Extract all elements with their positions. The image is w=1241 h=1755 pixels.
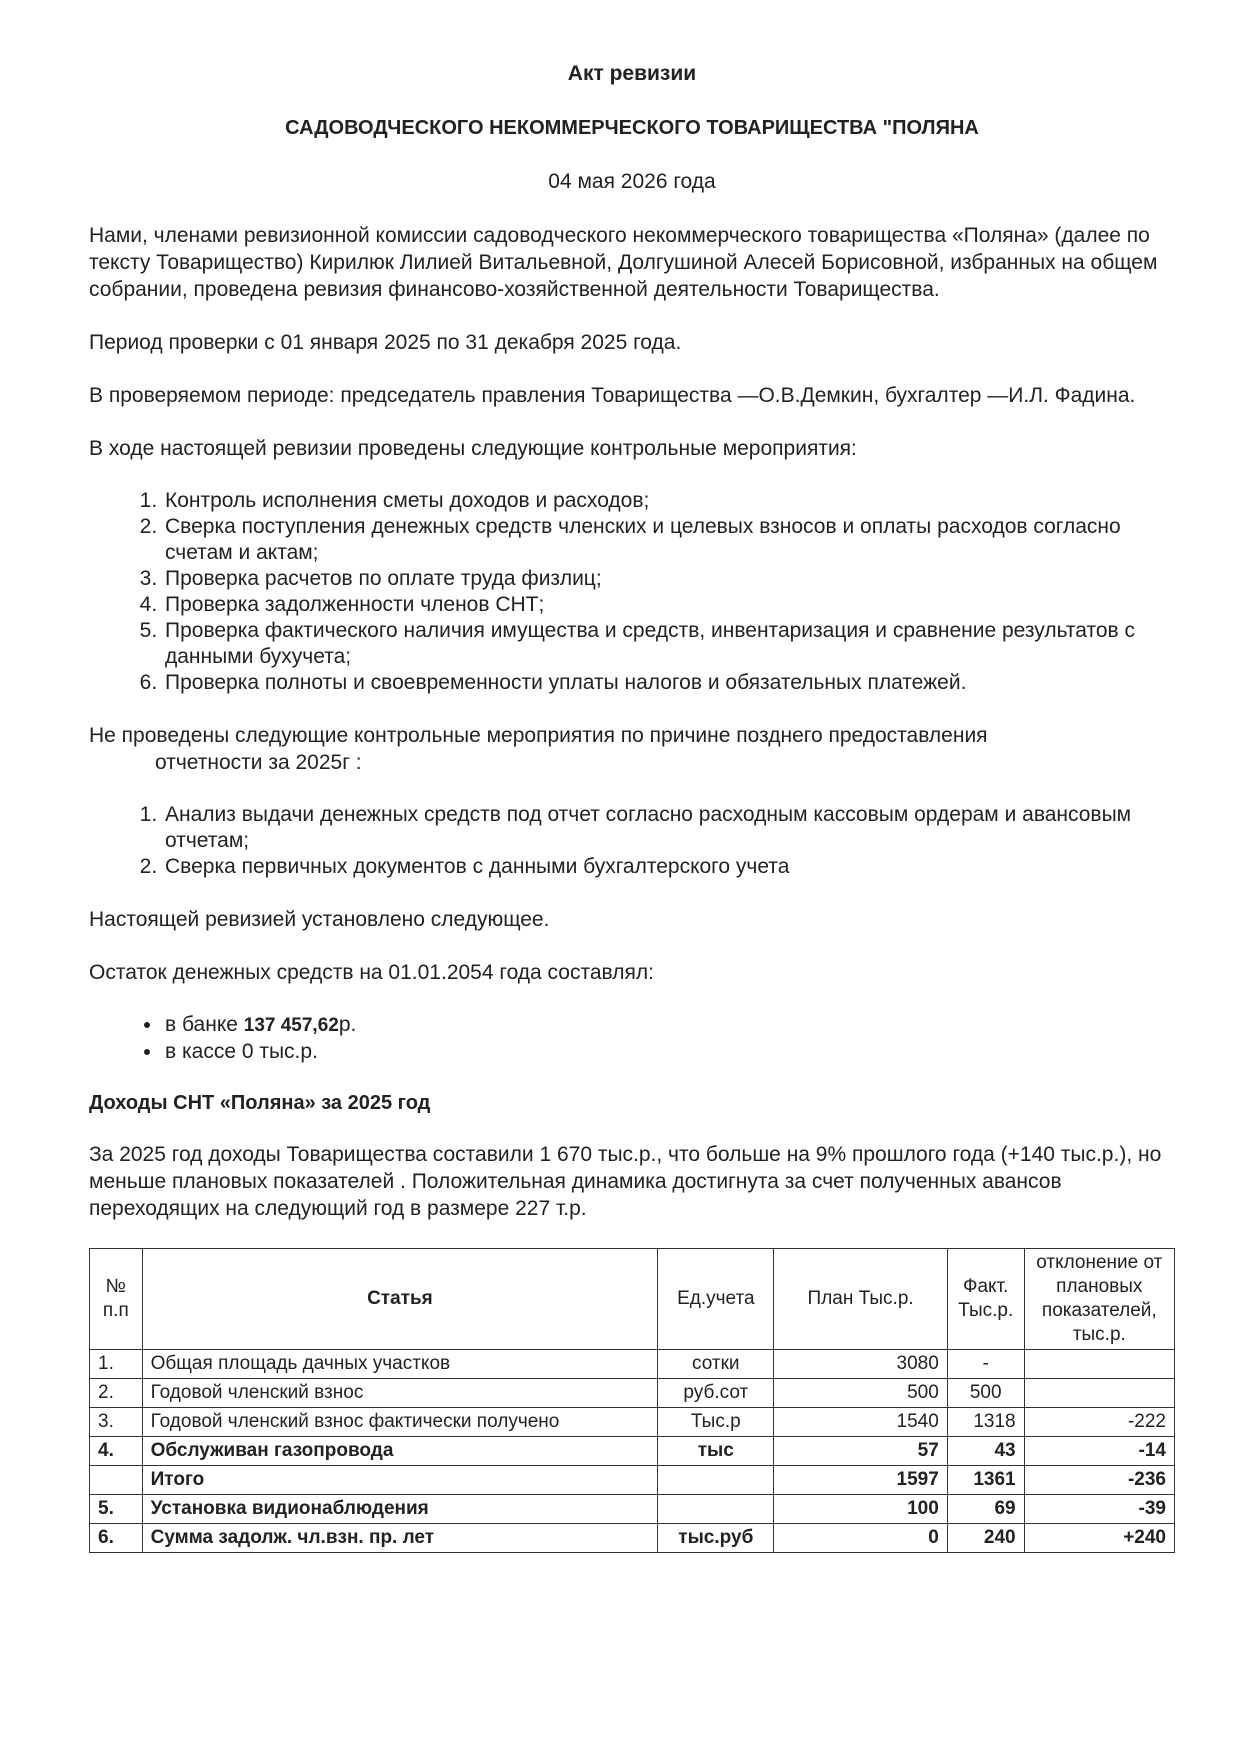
cell-plan: 1540 [774, 1408, 947, 1437]
cell-fact: - [947, 1350, 1024, 1379]
list-item: 2. Сверка поступления денежных средств членских и целевых взносов и оплаты расходов согласно счетам и актам; [163, 514, 1175, 566]
list-item: 5. Проверка фактического наличия имущества и средств, инвентаризация и сравнение результатов с данными бухучета; [163, 618, 1175, 670]
cell-item: Обслуживан газопровода [142, 1437, 658, 1466]
cell-fact: 500 [947, 1379, 1024, 1408]
table-row [90, 1437, 1175, 1466]
cell-plan: 0 [774, 1524, 947, 1553]
cell-deviation: -236 [1024, 1466, 1174, 1495]
cell-num: 1. [90, 1350, 143, 1379]
table-row-total [90, 1466, 1175, 1495]
cell-item: Сумма задолж. чл.взн. пр. лет [142, 1524, 658, 1553]
header-fact: Факт. Тыс.р. [947, 1249, 1024, 1350]
cell-unit: руб.сот [658, 1379, 774, 1408]
document-date: 04 мая 2026 года [548, 170, 716, 193]
cell-unit [658, 1466, 774, 1495]
cell-unit [658, 1495, 774, 1524]
balance-cash-item: • в кассе 0 тыс.р. [163, 1039, 1175, 1065]
table-row [90, 1350, 1175, 1379]
cell-unit: тыс [658, 1437, 774, 1466]
controls-intro: В ходе настоящей ревизии проведены следующие контрольные мероприятия: [89, 437, 857, 460]
document-subtitle: САДОВОДЧЕСКОГО НЕКОММЕРЧЕСКОГО ТОВАРИЩЕСТВА "ПОЛЯНА [285, 117, 979, 139]
cell-deviation: +240 [1024, 1524, 1174, 1553]
cell-plan: 1597 [774, 1466, 947, 1495]
list-item: 4. Проверка задолженности членов СНТ; [163, 592, 1175, 618]
header-item: Статья [142, 1249, 658, 1350]
header-plan: План Тыс.р. [774, 1249, 947, 1350]
header-unit: Ед.учета [658, 1249, 774, 1350]
list-item: 1. Анализ выдачи денежных средств под отчет согласно расходным кассовым ордерам и авансовым отчетам; [163, 802, 1175, 854]
officials-paragraph: В проверяемом периоде: председатель правления Товарищества —О.В.Демкин, бухгалтер —И.Л. Фадина. [89, 384, 1136, 407]
table-header-row [90, 1249, 1175, 1350]
cell-fact: 1318 [947, 1408, 1024, 1437]
income-paragraph: За 2025 год доходы Товарищества составили 1 670 тыс.р., что больше на 9% прошлого года (+140 тыс.р.), но меньше плановых показателей . Положительная динамика достигнута за счет полученных авансов переходящих на следующий год в размере 227 т.р. [89, 1143, 1162, 1220]
table-row [90, 1524, 1175, 1553]
balance-intro: Остаток денежных средств на 01.01.2054 года составлял: [89, 961, 654, 984]
balance-list [89, 1012, 1175, 1065]
cell-fact: 1361 [947, 1466, 1024, 1495]
cell-num: 2. [90, 1379, 143, 1408]
cell-num: 4. [90, 1437, 143, 1466]
cell-item: Установка видионаблюдения [142, 1495, 658, 1524]
not-done-line-2: отчетности за 2025г : [155, 751, 362, 774]
list-item: 3. Проверка расчетов по оплате труда физлиц; [163, 566, 1175, 592]
balance-bank-suffix: р. [338, 1013, 357, 1036]
cell-num [90, 1466, 143, 1495]
table-row [90, 1379, 1175, 1408]
cell-fact: 69 [947, 1495, 1024, 1524]
cell-item: Годовой членский взнос [142, 1379, 658, 1408]
cell-fact: 240 [947, 1524, 1024, 1553]
document-title: Акт ревизии [567, 62, 697, 85]
cell-num: 3. [90, 1408, 143, 1437]
cell-num: 6. [90, 1524, 143, 1553]
cell-unit: Тыс.р [658, 1408, 774, 1437]
header-deviation: отклонение от плановых показателей, тыс.р. [1024, 1249, 1174, 1350]
cell-item: Итого [142, 1466, 658, 1495]
cell-fact: 43 [947, 1437, 1024, 1466]
not-done-line-1: Не проведены следующие контрольные мероприятия по причине позднего предоставления [89, 724, 988, 747]
cell-deviation: -14 [1024, 1437, 1174, 1466]
balance-bank-prefix: в банке [165, 1013, 244, 1036]
cell-plan: 500 [774, 1379, 947, 1408]
cell-deviation [1024, 1379, 1174, 1408]
list-item: 2. Сверка первичных документов с данными бухгалтерского учета [163, 854, 1175, 880]
cell-deviation: -39 [1024, 1495, 1174, 1524]
list-item: 1. Контроль исполнения сметы доходов и расходов; [163, 488, 1175, 514]
header-num: № п.п [90, 1249, 143, 1350]
controls-list [89, 488, 1175, 696]
cell-item: Общая площадь дачных участков [142, 1350, 658, 1379]
table-row [90, 1495, 1175, 1524]
cell-deviation: -222 [1024, 1408, 1174, 1437]
table-row [90, 1408, 1175, 1437]
period-paragraph: Период проверки с 01 января 2025 по 31 декабря 2025 года. [89, 331, 682, 354]
intro-paragraph: Нами, членами ревизионной комиссии садоводческого некоммерческого товарищества «Поляна» (далее по тексту Товарищество) Кирилюк Лилией Витальевной, Долгушиной Алесей Борисовной, избранных на общем собрании, проведена ревизия финансово-хозяйственной деятельности Товарищества. [89, 224, 1158, 301]
not-done-intro [89, 722, 1175, 776]
cell-plan: 100 [774, 1495, 947, 1524]
income-table [89, 1248, 1175, 1553]
cell-num: 5. [90, 1495, 143, 1524]
list-item: 6. Проверка полноты и своевременности уплаты налогов и обязательных платежей. [163, 670, 1175, 696]
cell-plan: 57 [774, 1437, 947, 1466]
cell-unit: сотки [658, 1350, 774, 1379]
cell-unit: тыс.руб [658, 1524, 774, 1553]
balance-bank-amount: 137 457,62 [243, 1015, 339, 1036]
cell-item: Годовой членский взнос фактически получено [142, 1408, 658, 1437]
cell-deviation [1024, 1350, 1174, 1379]
income-heading: Доходы СНТ «Поляна» за 2025 год [89, 1092, 431, 1114]
established-paragraph: Настоящей ревизией установлено следующее. [89, 908, 550, 931]
balance-bank-item [163, 1012, 1175, 1039]
cell-plan: 3080 [774, 1350, 947, 1379]
not-done-list [89, 802, 1175, 880]
